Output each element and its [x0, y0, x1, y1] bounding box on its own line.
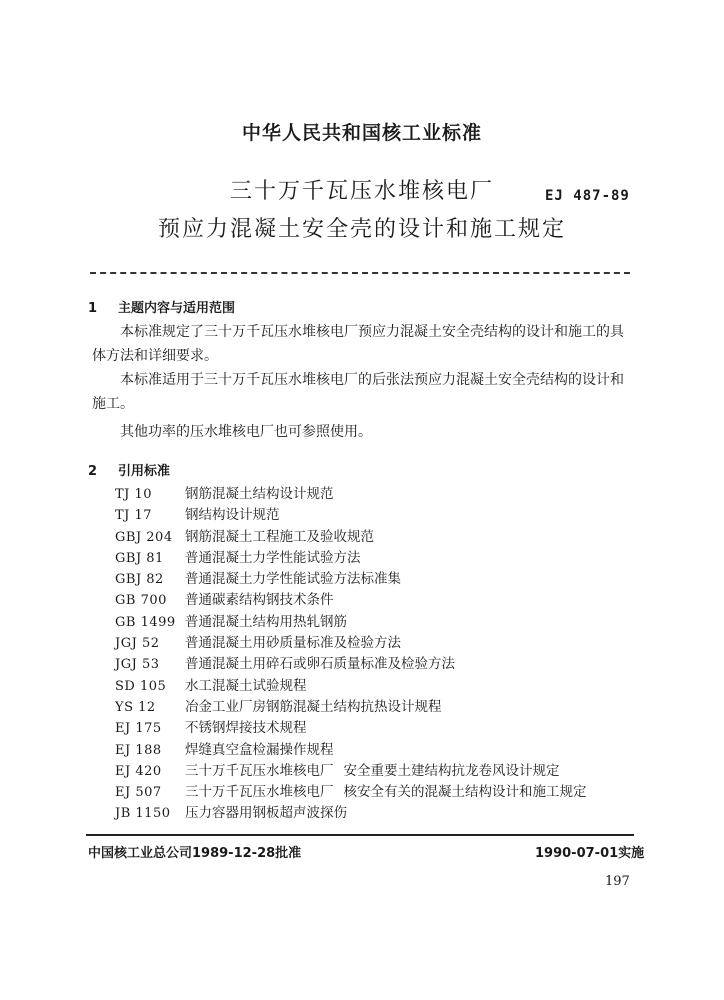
document-title-line-2: 预应力混凝土安全壳的设计和施工规定 [157, 217, 566, 242]
reference-note: 安全重要土建结构抗龙卷风设计规定 [343, 762, 560, 779]
reference-title: 普通碳素结构钢技术条件 [185, 592, 334, 609]
effective-date: 1990-07-01实施 [535, 846, 645, 861]
reference-code: GB 1499 [115, 614, 176, 630]
reference-title: 压力容器用钢板超声波探伤 [185, 805, 347, 822]
reference-code: EJ 420 [115, 763, 162, 779]
approval-statement: 中国核工业总公司1989-12-28批准 [88, 846, 302, 861]
section-1-title: 主题内容与适用范围 [118, 301, 236, 316]
reference-title: 冶金工业厂房钢筋混凝土结构抗热设计规程 [185, 698, 442, 715]
reference-title: 普通混凝土力学性能试验方法标准集 [185, 571, 401, 588]
reference-title: 三十万千瓦压水堆核电厂 [185, 762, 334, 779]
reference-title: 焊缝真空盒检漏操作规程 [185, 741, 334, 758]
section-1-paragraph: 其他功率的压水堆核电厂也可参照使用。 [120, 424, 372, 440]
reference-title: 水工混凝土试验规程 [185, 677, 307, 694]
reference-item [115, 505, 655, 526]
reference-item [115, 548, 655, 569]
section-1-number: 1 [88, 301, 98, 316]
reference-code: GBJ 81 [115, 550, 164, 566]
reference-title: 钢筋混凝土结构设计规范 [185, 486, 334, 502]
reference-code: JB 1150 [115, 806, 171, 822]
reference-item [115, 782, 655, 803]
reference-code: EJ 507 [115, 785, 162, 801]
reference-item [115, 654, 655, 675]
section-1-paragraph: 本标准适用于三十万千瓦压水堆核电厂的后张法预应力混凝土安全壳结构的设计和施工。 [92, 372, 624, 412]
reference-code: GBJ 204 [115, 529, 173, 545]
section-2-title: 引用标准 [118, 464, 171, 479]
reference-title: 普通混凝土用砂质量标准及检验方法 [185, 635, 401, 652]
reference-title: 普通混凝土结构用热轧钢筋 [185, 613, 347, 630]
section-2-heading [88, 460, 170, 479]
reference-item [115, 633, 655, 654]
reference-title: 三十万千瓦压水堆核电厂 [185, 784, 334, 801]
reference-code: JGJ 52 [115, 636, 160, 652]
reference-standards-list [115, 484, 655, 825]
reference-item [115, 761, 655, 782]
reference-code: TJ 10 [115, 487, 153, 502]
reference-code: EJ 175 [115, 721, 162, 737]
reference-code: JGJ 53 [115, 657, 160, 673]
document-title-line-1: 三十万千瓦压水堆核电厂 [229, 179, 494, 204]
reference-title: 普通混凝土用碎石或卵石质量标准及检验方法 [185, 656, 455, 673]
reference-title: 不锈钢焊接技术规程 [185, 720, 307, 737]
reference-title: 钢结构设计规范 [185, 507, 280, 524]
reference-code: YS 12 [115, 699, 156, 715]
footer-divider [86, 834, 634, 836]
reference-title: 钢筋混凝土工程施工及验收规范 [185, 528, 374, 545]
reference-code: GBJ 82 [115, 572, 164, 588]
reference-code: EJ 188 [115, 742, 162, 758]
page-number: 197 [605, 874, 630, 889]
reference-item [115, 590, 655, 611]
reference-item [115, 612, 655, 633]
standard-organization-header: 中华人民共和国核工业标准 [241, 122, 482, 144]
reference-item [115, 569, 655, 590]
section-1-heading [88, 297, 235, 316]
reference-item [115, 697, 655, 718]
standard-code: EJ 487-89 [545, 188, 630, 204]
reference-item [115, 740, 655, 761]
reference-item [115, 527, 655, 548]
section-1-paragraph: 本标准规定了三十万千瓦压水堆核电厂预应力混凝土安全壳结构的设计和施工的具体方法和详细要求。 [92, 324, 624, 364]
reference-title: 普通混凝土力学性能试验方法 [185, 549, 361, 566]
reference-code: SD 105 [115, 678, 167, 694]
reference-item [115, 718, 655, 739]
reference-item [115, 803, 655, 824]
reference-note: 核安全有关的混凝土结构设计和施工规定 [343, 784, 587, 801]
reference-code: TJ 17 [115, 508, 153, 524]
reference-item [115, 676, 655, 697]
dashed-divider [90, 272, 630, 274]
section-2-number: 2 [88, 464, 98, 479]
reference-code: GB 700 [115, 593, 167, 609]
reference-item [115, 484, 655, 505]
